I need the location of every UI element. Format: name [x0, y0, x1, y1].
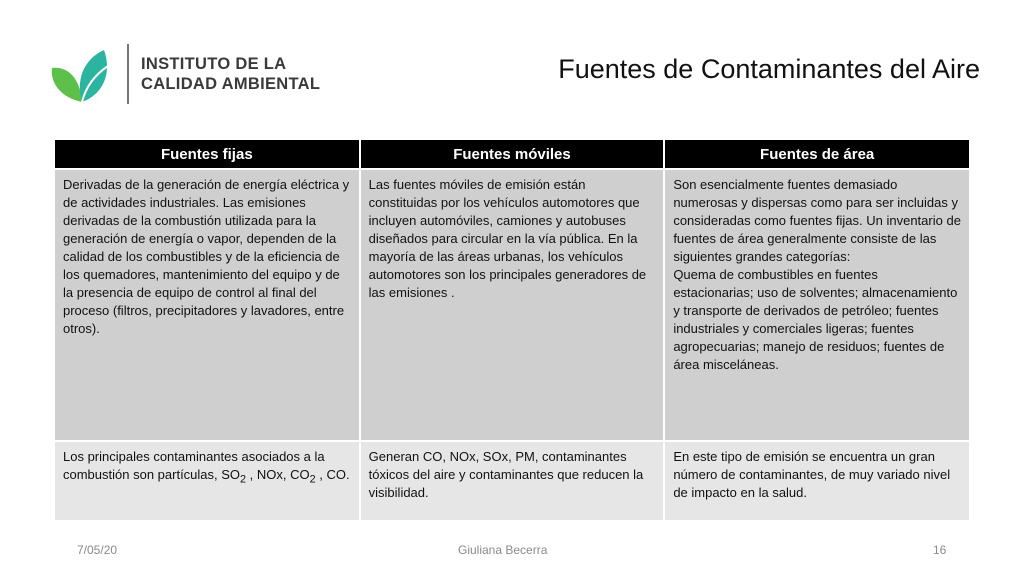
org-name [141, 54, 320, 94]
fijas-contaminants-text-b: , NOx, CO [246, 467, 310, 482]
footer-date: 7/05/20 [77, 543, 118, 557]
slide-title: Fuentes de Contaminantes del Aire [558, 54, 980, 84]
co2-subscript: 2 [309, 473, 316, 486]
footer-author: Giuliana Becerra [458, 543, 548, 557]
cell-area-contaminants: En este tipo de emisión se encuentra un gran número de contaminantes, de muy variado nivel de impacto en la salud. [664, 441, 969, 520]
area-description-categories: Quema de combustibles en fuentes estacionarias; uso de solventes; almacenamiento y transporte de derivados de petróleo; fuentes industriales y comerciales ligeras; fuentes agropecuarias; manejo de residuos; fuentes de área misceláneas. [673, 267, 958, 372]
leaf-logo-icon [46, 46, 118, 104]
cell-fijas-description: Derivadas de la generación de energía eléctrica y de actividades industriales. Las emisiones derivadas de la combustión utilizada para la generación de energía o vapor, dependen de la calidad de los combustibles y de la eficiencia de los quemadores, mantenimiento del equipo y de la presencia de equipo de control al final del proceso (filtros, precipitadores y lavadores, entre otros). [55, 169, 360, 441]
org-name-line2: CALIDAD AMBIENTAL [141, 75, 321, 93]
cell-moviles-contaminants: Generan CO, NOx, SOx, PM, contaminantes tóxicos del aire y contaminantes que reducen la visibilidad. [360, 441, 665, 520]
header-fuentes-area: Fuentes de área [664, 140, 969, 169]
fijas-contaminants-text-a: Los principales contaminantes asociados a la combustión son partículas, SO [63, 449, 325, 482]
area-description-intro: Son esencialmente fuentes demasiado numerosas y dispersas como para ser incluidas y consideradas como fuentes fijas. Un inventario de fuentes de área generalmente consiste de las siguientes grandes categorías: [673, 177, 961, 264]
table-row [55, 441, 969, 520]
header-fuentes-fijas: Fuentes fijas [55, 140, 360, 169]
fijas-contaminants-text-c: , CO. [315, 467, 350, 482]
footer-page-number: 16 [933, 543, 947, 557]
institute-logo [46, 44, 336, 106]
logo-divider [127, 44, 129, 104]
table-header-row [55, 140, 969, 169]
cell-fijas-contaminants [55, 441, 360, 520]
so2-subscript: 2 [240, 473, 247, 486]
header-fuentes-moviles: Fuentes móviles [360, 140, 665, 169]
table-row [55, 169, 969, 441]
cell-area-description [664, 169, 969, 441]
org-name-line1: INSTITUTO DE LA [141, 55, 287, 73]
contaminant-sources-table [55, 140, 969, 520]
cell-moviles-description: Las fuentes móviles de emisión están constituidas por los vehículos automotores que incluyen automóviles, camiones y autobuses diseñados para circular en la vía pública. En la mayoría de las áreas urbanas, los vehículos automotores son los principales generadores de las emisiones . [360, 169, 665, 441]
